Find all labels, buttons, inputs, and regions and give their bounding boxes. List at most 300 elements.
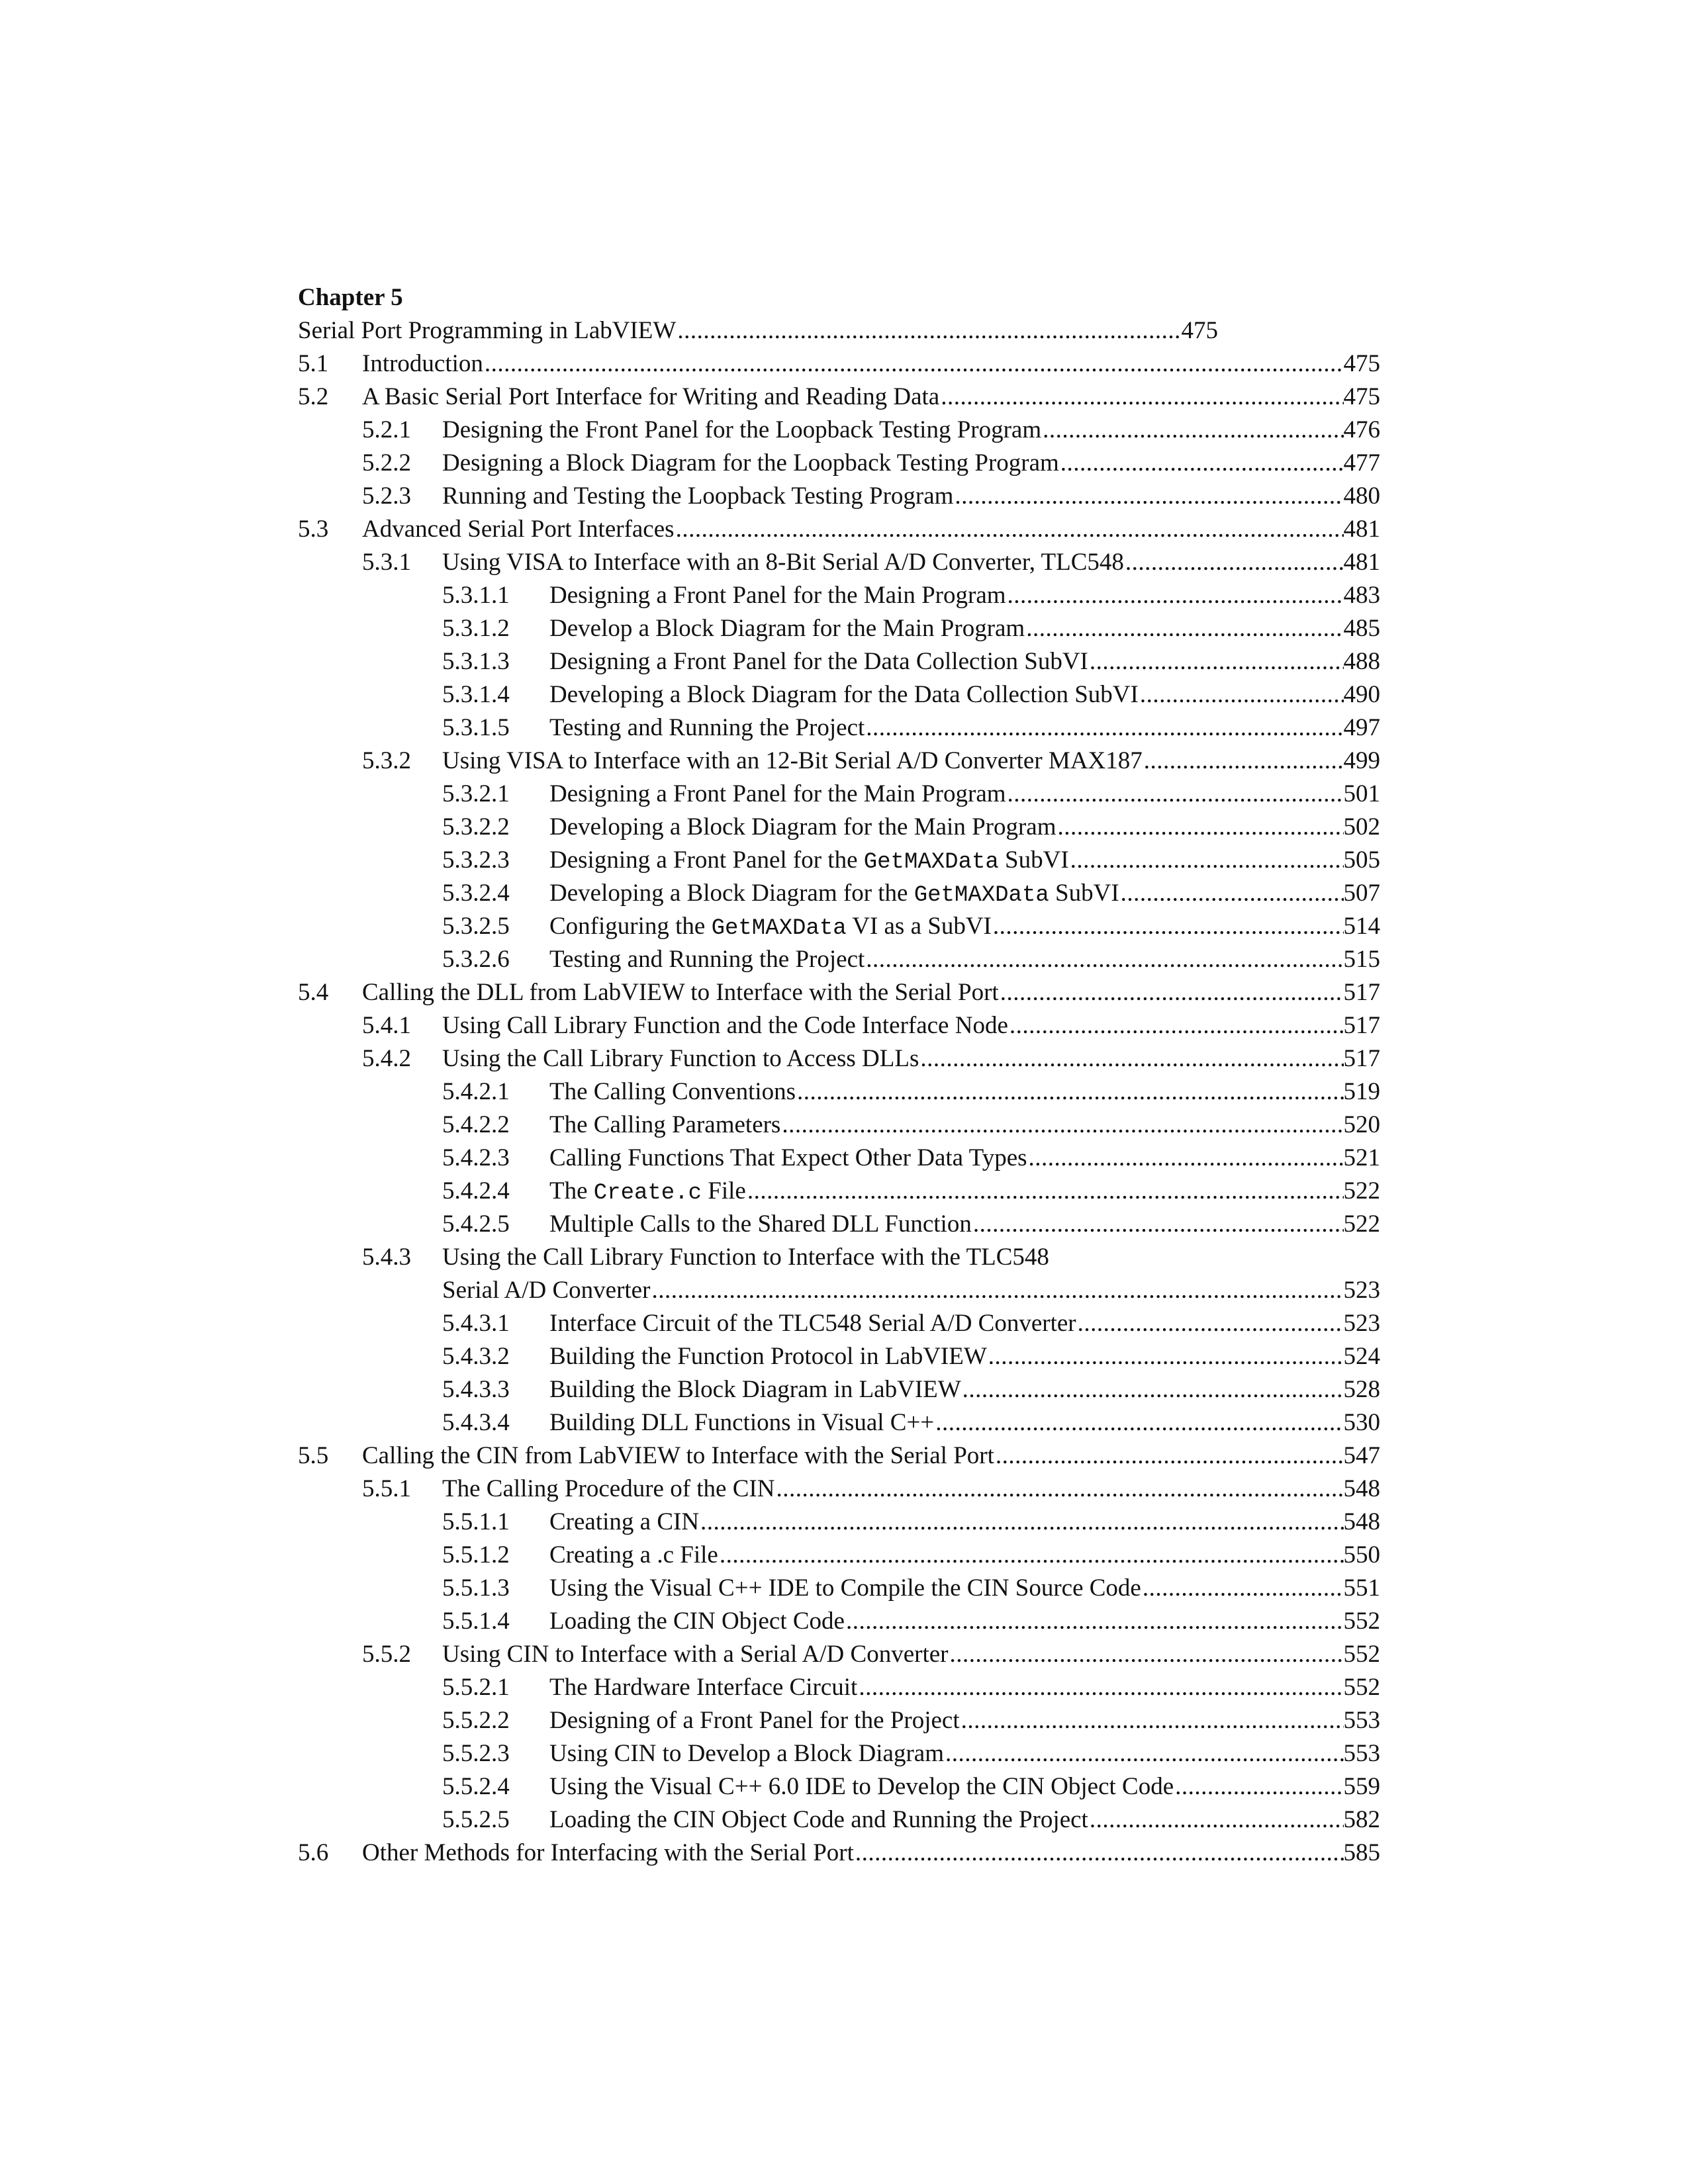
toc-entry-title [549, 910, 992, 945]
toc-entry-title [442, 1638, 948, 1671]
toc-entry-page-number: 475 [1343, 350, 1380, 377]
toc-entry-title [442, 1241, 1049, 1274]
toc-entry-row[interactable] [442, 1539, 1380, 1572]
toc-entry-title [549, 1737, 944, 1770]
toc-entry-title-text: Designing a Front Panel for the [549, 846, 864, 874]
dot-leader [1025, 612, 1343, 645]
toc-entry-page-number: 481 [1343, 549, 1380, 576]
toc-entry-page-number: 514 [1343, 913, 1380, 940]
toc-entry-number: 5.5.2.2 [442, 1707, 510, 1734]
toc-entry-number: 5.3.1 [362, 549, 411, 576]
toc-entry-content [549, 1737, 1380, 1770]
dot-leader [718, 1539, 1344, 1572]
toc-entry-content [549, 844, 1380, 879]
toc-entry-number: 5.4.2.4 [442, 1177, 510, 1205]
toc-entry-number: 5.4 [298, 979, 329, 1006]
toc-entry-number: 5.3.2.4 [442, 880, 510, 907]
toc-entry-row[interactable] [442, 1307, 1380, 1340]
toc-entry-content [362, 347, 1380, 381]
toc-entry-content [549, 1605, 1380, 1638]
dot-leader [1056, 811, 1344, 844]
chapter-heading: Chapter 5 [298, 284, 403, 311]
dot-leader [1124, 546, 1344, 579]
toc-entry-number: 5.3.2.6 [442, 946, 510, 973]
toc-entry-row[interactable] [298, 1837, 1380, 1870]
toc-entry-title [442, 1274, 650, 1307]
toc-entry-row[interactable] [442, 1671, 1380, 1704]
toc-entry-content [442, 1241, 1380, 1274]
toc-entry-title [549, 1208, 972, 1241]
toc-entry-page-number: 582 [1343, 1806, 1380, 1833]
toc-entry-row[interactable] [442, 1704, 1380, 1737]
toc-entry-number: 5.5.1.4 [442, 1608, 510, 1635]
toc-entry-page-number: 517 [1343, 1012, 1380, 1039]
toc-entry-title [549, 1075, 796, 1109]
toc-entry-title-text: Running and Testing the Loopback Testing Program [442, 482, 954, 510]
toc-entry-number: 5.4.1 [362, 1012, 411, 1039]
toc-entry-title-text: Using CIN to Develop a Block Diagram [549, 1740, 944, 1767]
toc-entry-number: 5.3.1.5 [442, 714, 510, 741]
toc-entry-title-text: Designing of a Front Panel for the Project [549, 1707, 960, 1734]
toc-entry-number: 5.4.3.1 [442, 1310, 510, 1337]
toc-entry-page-number: 476 [1343, 416, 1380, 443]
toc-entry-title [362, 1439, 994, 1473]
toc-entry-page-number: 485 [1343, 615, 1380, 642]
toc-entry-title-text: Developing a Block Diagram for the [549, 880, 914, 907]
toc-entry-row[interactable] [298, 1439, 1380, 1473]
toc-entry-continuation-row[interactable] [362, 1274, 1380, 1307]
toc-entry-row[interactable] [298, 513, 1380, 546]
toc-entry-number: 5.3.1.2 [442, 615, 510, 642]
chapter-title: Serial Port Programming in LabVIEW [298, 317, 677, 344]
toc-entry-row[interactable] [362, 745, 1380, 778]
toc-entry-page-number: 477 [1343, 449, 1380, 477]
dot-leader [676, 314, 1181, 347]
toc-entry-row[interactable] [442, 844, 1380, 877]
toc-entry-row[interactable] [442, 910, 1380, 943]
toc-entry-number: 5.4.2.5 [442, 1210, 510, 1238]
toc-entry-number: 5.2 [298, 383, 329, 410]
dot-leader [1141, 1572, 1344, 1605]
toc-entry-page-number: 505 [1343, 846, 1380, 874]
toc-entry-title-text: Using VISA to Interface with an 8-Bit Serial A/D Converter, TLC548 [442, 549, 1124, 576]
toc-entry-page-number: 507 [1343, 880, 1380, 907]
toc-entry-page-number: 552 [1343, 1674, 1380, 1701]
toc-entry-number: 5.2.2 [362, 449, 411, 477]
toc-entry-title-text: Building the Function Protocol in LabVIEW [549, 1343, 987, 1370]
toc-entry-content [549, 1175, 1380, 1210]
dot-leader [934, 1406, 1343, 1439]
toc-entry-title-text: Developing a Block Diagram for the Data Collection SubVI [549, 681, 1139, 708]
toc-entry-content [549, 1208, 1380, 1241]
toc-entry-page-number: 528 [1343, 1376, 1380, 1403]
toc-entry-page-number: 481 [1343, 516, 1380, 543]
toc-entry-content [549, 1671, 1380, 1704]
toc-entry-title-text: Creating a CIN [549, 1508, 700, 1535]
toc-entry-content [362, 976, 1380, 1009]
toc-entry-number: 5.4.3.2 [442, 1343, 510, 1370]
toc-entry-row[interactable] [362, 1638, 1380, 1671]
toc-entry-number: 5.5.2.5 [442, 1806, 510, 1833]
toc-entry-row[interactable] [298, 381, 1380, 414]
dot-leader [1059, 447, 1344, 480]
toc-entry-row[interactable] [442, 811, 1380, 844]
dot-leader [1027, 1142, 1344, 1175]
toc-entry-page-number: 475 [1343, 383, 1380, 410]
toc-entry-row[interactable] [442, 1208, 1380, 1241]
toc-entry-content [549, 778, 1380, 811]
toc-entry-title [549, 877, 1119, 912]
toc-entry-number: 5.5.2.1 [442, 1674, 510, 1701]
dot-leader [1041, 414, 1343, 447]
toc-entry-content [442, 447, 1380, 480]
toc-entry-title-text: Designing a Front Panel for the Main Program [549, 780, 1006, 807]
toc-entry-number: 5.4.3 [362, 1244, 411, 1271]
toc-entry-page-number: 550 [1343, 1541, 1380, 1569]
dot-leader [483, 347, 1344, 381]
dot-leader [1069, 844, 1344, 879]
dot-leader [699, 1506, 1343, 1539]
dot-leader [650, 1274, 1343, 1307]
toc-entry-row[interactable] [442, 1803, 1380, 1837]
toc-entry-row[interactable] [442, 612, 1380, 645]
toc-entry-title [549, 1572, 1141, 1605]
toc-entry-page-number: 517 [1343, 1045, 1380, 1072]
toc-entry-page-number: 515 [1343, 946, 1380, 973]
toc-entry-page-number: 480 [1343, 482, 1380, 510]
toc-entry-page-number: 517 [1343, 979, 1380, 1006]
dot-leader [780, 1109, 1343, 1142]
toc-entry-title [362, 513, 675, 546]
dot-leader [1006, 778, 1344, 811]
toc-entry-title [549, 811, 1056, 844]
toc-entry-content [549, 612, 1380, 645]
toc-entry-page-number: 551 [1343, 1574, 1380, 1602]
toc-entry-number: 5.4.3.4 [442, 1409, 510, 1436]
toc-entry-title [549, 1803, 1088, 1837]
toc-entry-row[interactable] [442, 1109, 1380, 1142]
toc-entry-content [362, 1837, 1380, 1870]
toc-entry-content [549, 1307, 1380, 1340]
toc-entry-title-text: SubVI [998, 846, 1069, 874]
toc-entry-number: 5.1 [298, 350, 329, 377]
dot-leader [857, 1671, 1343, 1704]
toc-entry-row[interactable] [362, 1473, 1380, 1506]
toc-entry-title [549, 1704, 960, 1737]
dot-leader [994, 1439, 1344, 1473]
toc-entry-number: 5.3.2.5 [442, 913, 510, 940]
toc-entry-row[interactable] [442, 1572, 1380, 1605]
dot-leader [948, 1638, 1343, 1671]
toc-entry-page-number: 519 [1343, 1078, 1380, 1105]
toc-entry-row[interactable] [442, 1075, 1380, 1109]
toc-entry-title [442, 546, 1124, 579]
toc-entry-content [549, 1340, 1380, 1373]
toc-entry-row[interactable] [362, 1241, 1380, 1274]
toc-entry-title [442, 414, 1041, 447]
toc-entry-title-text: Testing and Running the Project [549, 714, 865, 741]
toc-entry-page-number: 502 [1343, 813, 1380, 841]
toc-entry-title [549, 1175, 746, 1210]
toc-entry-content [549, 1506, 1380, 1539]
toc-entry-row[interactable] [442, 711, 1380, 745]
toc-entry-row[interactable] [362, 1042, 1380, 1075]
toc-entry-number: 5.3.1.3 [442, 648, 510, 675]
dot-leader [774, 1473, 1343, 1506]
toc-entry-number: 5.6 [298, 1839, 329, 1866]
toc-chapter-title-row[interactable] [298, 314, 1218, 347]
toc-entry-title [442, 480, 953, 513]
toc-entry-title [442, 1473, 774, 1506]
toc-entry-page-number: 521 [1343, 1144, 1380, 1171]
toc-entry-page-number: 547 [1343, 1442, 1380, 1469]
dot-leader [865, 943, 1343, 976]
toc-entry-title [549, 1406, 934, 1439]
toc-entry-title-text: Using the Call Library Function to Access DLLs [442, 1045, 919, 1072]
toc-entry-row[interactable] [442, 1737, 1380, 1770]
dot-leader [1119, 877, 1344, 912]
toc-entry-row[interactable] [442, 1373, 1380, 1406]
toc-entry-title [549, 1605, 845, 1638]
toc-entry-title [549, 1340, 987, 1373]
dot-leader [1139, 678, 1344, 711]
toc-entry-title [442, 447, 1059, 480]
toc-entry-title-text: Using CIN to Interface with a Serial A/D Converter [442, 1641, 949, 1668]
toc-entry-number: 5.3.2.3 [442, 846, 510, 874]
toc-entry-title [549, 579, 1006, 612]
toc-entry-page-number: 585 [1343, 1839, 1380, 1866]
dot-leader [865, 711, 1343, 745]
toc-entry-title-text: Loading the CIN Object Code [549, 1608, 845, 1635]
dot-leader [854, 1837, 1344, 1870]
toc-entry-title [442, 1009, 1008, 1042]
toc-entry-title-text: Calling the DLL from LabVIEW to Interface with the Serial Port [362, 979, 999, 1006]
toc-entry-content [442, 745, 1380, 778]
toc-entry-row[interactable] [442, 1406, 1380, 1439]
toc-entry-content [362, 1439, 1380, 1473]
toc-entry-title [549, 1142, 1027, 1175]
toc-entry-title-text: The [549, 1177, 594, 1205]
toc-entry-content [442, 1638, 1380, 1671]
toc-entry-number: 5.4.2.1 [442, 1078, 510, 1105]
toc-entry-content [549, 1109, 1380, 1142]
dot-leader [1143, 745, 1344, 778]
toc-entry-row[interactable] [442, 877, 1380, 910]
toc-entry-title-text: Testing and Running the Project [549, 946, 865, 973]
toc-entry-number: 5.5.1.2 [442, 1541, 510, 1569]
toc-entry-title [549, 1109, 780, 1142]
toc-entry-title-text: Building DLL Functions in Visual C++ [549, 1409, 935, 1436]
toc-entry-number: 5.3.2.2 [442, 813, 510, 841]
toc-entry-row[interactable] [362, 546, 1380, 579]
toc-entry-title-text: Using Call Library Function and the Code Interface Node [442, 1012, 1008, 1039]
toc-entry-title-text: File [702, 1177, 746, 1205]
toc-entry-code-name: GetMAXData [711, 916, 847, 941]
dot-leader [960, 1704, 1344, 1737]
toc-entry-number: 5.5.2.4 [442, 1773, 510, 1800]
toc-entry-title-text: Using the Visual C++ 6.0 IDE to Develop the CIN Object Code [549, 1773, 1174, 1800]
dot-leader [675, 513, 1344, 546]
toc-entry-content [362, 381, 1380, 414]
toc-entry-row[interactable] [442, 1175, 1380, 1208]
dot-leader [845, 1605, 1344, 1638]
toc-entry-title-text: Other Methods for Interfacing with the Serial Port [362, 1839, 854, 1866]
toc-entry-row[interactable] [362, 480, 1380, 513]
toc-entry-number: 5.3.1.4 [442, 681, 510, 708]
toc-entry-code-name: GetMAXData [863, 850, 999, 875]
toc-entry-number: 5.2.3 [362, 482, 411, 510]
dot-leader [987, 1340, 1344, 1373]
toc-entry-title-text: Using the Call Library Function to Interface with the TLC548 [442, 1244, 1049, 1271]
dot-leader [944, 1737, 1344, 1770]
toc-entry-title [549, 844, 1069, 879]
toc-entry-page-number: 548 [1343, 1475, 1380, 1502]
toc-entry-content [442, 1042, 1380, 1075]
dot-leader [919, 1042, 1343, 1075]
dot-leader [939, 381, 1343, 414]
toc-entry-page-number: 488 [1343, 648, 1380, 675]
toc-entry-title [549, 1506, 699, 1539]
toc-entry-page-number: 497 [1343, 714, 1380, 741]
toc-entry-title [442, 1042, 919, 1075]
dot-leader [1174, 1770, 1343, 1803]
toc-entry-row[interactable] [442, 943, 1380, 976]
toc-entry-content [442, 1274, 1380, 1307]
toc-entry-content [549, 678, 1380, 711]
toc-entry-page-number: 520 [1343, 1111, 1380, 1138]
toc-entry-content [442, 1009, 1380, 1042]
toc-entry-code-name: Create.c [593, 1181, 702, 1206]
toc-entry-content [442, 1473, 1380, 1506]
toc-entry-number: 5.3.2 [362, 747, 411, 774]
toc-entry-title [549, 711, 865, 745]
toc-entry-row[interactable] [442, 1142, 1380, 1175]
toc-entry-content [549, 943, 1380, 976]
dot-leader [953, 480, 1343, 513]
toc-entry-row[interactable] [442, 678, 1380, 711]
toc-entry-page-number: 523 [1343, 1277, 1380, 1304]
toc-entry-content [549, 1704, 1380, 1737]
toc-entry-number: 5.5.1.3 [442, 1574, 510, 1602]
toc-entry-title-text: Interface Circuit of the TLC548 Serial A/D Converter [549, 1310, 1076, 1337]
chapter-page-number: 475 [1181, 317, 1218, 344]
toc-entry-number: 5.4.2 [362, 1045, 411, 1072]
toc-entry-title-text: Creating a .c File [549, 1541, 718, 1569]
dot-leader [1006, 579, 1344, 612]
toc-entry-title-text: The Calling Parameters [549, 1111, 781, 1138]
toc-entry-title-text: Configuring the [549, 913, 712, 940]
toc-entry-content [549, 1803, 1380, 1837]
toc-entry-page-number: 530 [1343, 1409, 1380, 1436]
toc-entry-page-number: 553 [1343, 1707, 1380, 1734]
toc-entry-title-text: Advanced Serial Port Interfaces [362, 516, 675, 543]
toc-entry-row[interactable] [442, 579, 1380, 612]
toc-entry-title-text: The Calling Procedure of the CIN [442, 1475, 775, 1502]
toc-entry-title [362, 1837, 854, 1870]
toc-entry-page-number: 559 [1343, 1773, 1380, 1800]
toc-entry-row[interactable] [442, 1506, 1380, 1539]
toc-entry-number: 5.5.1 [362, 1475, 411, 1502]
toc-entry-row[interactable] [362, 414, 1380, 447]
toc-entry-content [442, 546, 1380, 579]
toc-entry-title [549, 1770, 1174, 1803]
toc-entry-content [549, 811, 1380, 844]
toc-entry-title-text: Designing a Block Diagram for the Loopback Testing Program [442, 449, 1059, 477]
toc-entry-content [549, 877, 1380, 912]
toc-entry-title [549, 1373, 961, 1406]
toc-entry-page-number: 523 [1343, 1310, 1380, 1337]
toc-entry-content [549, 579, 1380, 612]
toc-entry-title-text: Building the Block Diagram in LabVIEW [549, 1376, 961, 1403]
toc-entry-title-continuation: Serial A/D Converter [442, 1277, 651, 1304]
toc-entry-row[interactable] [442, 1340, 1380, 1373]
toc-entry-code-name: GetMAXData [914, 883, 1049, 908]
dot-leader [999, 976, 1344, 1009]
toc-entry-page-number: 490 [1343, 681, 1380, 708]
toc-entry-title-text: Develop a Block Diagram for the Main Program [549, 615, 1025, 642]
toc-entry-content [362, 513, 1380, 546]
dot-leader [796, 1075, 1343, 1109]
dot-leader [992, 910, 1344, 945]
toc-entry-title [549, 1671, 857, 1704]
toc-entry-page-number: 552 [1343, 1641, 1380, 1668]
toc-entry-content [549, 1770, 1380, 1803]
toc-entry-row[interactable] [442, 1605, 1380, 1638]
dot-leader [961, 1373, 1344, 1406]
toc-entry-title-text: Designing a Front Panel for the Main Program [549, 582, 1006, 609]
toc-entry-content [442, 480, 1380, 513]
toc-entry-content [442, 414, 1380, 447]
toc-entry-row[interactable] [442, 778, 1380, 811]
toc-entry-title-text: Introduction [362, 350, 483, 377]
toc-entry-number: 5.5.2 [362, 1641, 411, 1668]
toc-entry-page-number: 522 [1343, 1177, 1380, 1205]
toc-entry-number: 5.4.2.3 [442, 1144, 510, 1171]
toc-entry-title [549, 612, 1025, 645]
toc-entry-page-number: 483 [1343, 582, 1380, 609]
toc-entry-page-number: 553 [1343, 1740, 1380, 1767]
toc-entry-title [549, 678, 1139, 711]
toc-entry-row[interactable] [362, 447, 1380, 480]
dot-leader [1076, 1307, 1344, 1340]
toc-entry-number: 5.3.2.1 [442, 780, 510, 807]
toc-entry-row[interactable] [362, 1009, 1380, 1042]
toc-entry-content [549, 1075, 1380, 1109]
toc-entry-content [549, 1539, 1380, 1572]
toc-entry-row[interactable] [298, 347, 1380, 381]
toc-entry-content [549, 1373, 1380, 1406]
toc-entry-row[interactable] [442, 1770, 1380, 1803]
toc-entry-title-text: Designing the Front Panel for the Loopback Testing Program [442, 416, 1042, 443]
toc-entry-page-number: 524 [1343, 1343, 1380, 1370]
toc-entry-number: 5.5.2.3 [442, 1740, 510, 1767]
toc-entry-title [362, 381, 939, 414]
toc-entry-page-number: 552 [1343, 1608, 1380, 1635]
toc-entry-content [549, 1406, 1380, 1439]
toc-entry-content [549, 645, 1380, 678]
toc-entry-number: 5.3 [298, 516, 329, 543]
toc-entry-row[interactable] [298, 976, 1380, 1009]
dot-leader [1088, 645, 1344, 678]
toc-entry-title-text: Using the Visual C++ IDE to Compile the CIN Source Code [549, 1574, 1141, 1602]
toc-entry-title-text: The Hardware Interface Circuit [549, 1674, 858, 1701]
dot-leader [972, 1208, 1344, 1241]
toc-entry-title [362, 347, 483, 381]
toc-entry-title-text: Using VISA to Interface with an 12-Bit Serial A/D Converter MAX187 [442, 747, 1143, 774]
toc-entry-row[interactable] [442, 645, 1380, 678]
dot-leader [1008, 1009, 1344, 1042]
toc-entry-title [442, 745, 1143, 778]
